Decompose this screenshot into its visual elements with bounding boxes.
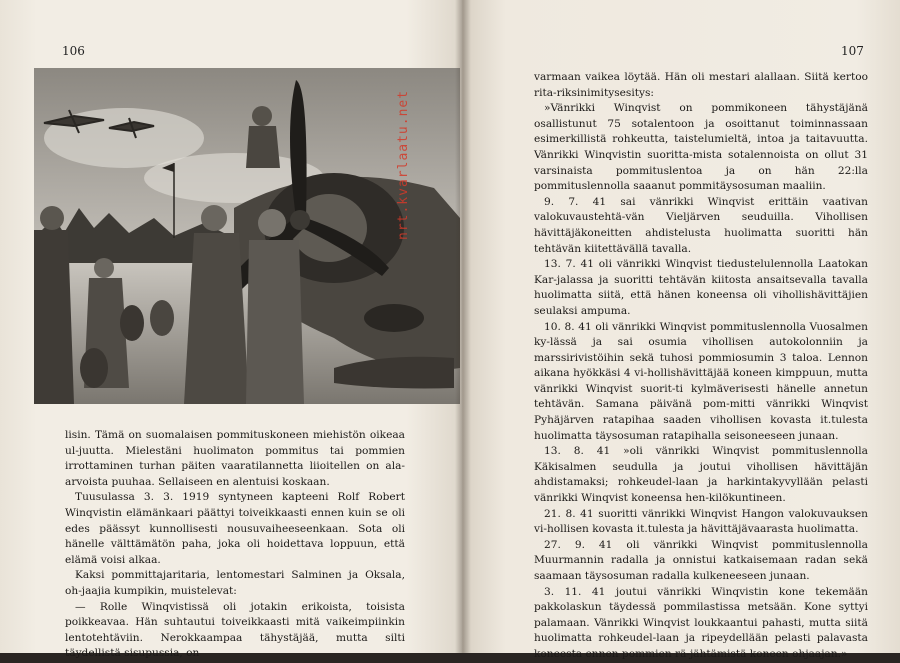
paragraph: »Vänrikki Winqvist on pommikoneen tähystäjänä osallistunut 75 sotalentoon ja osoittanut toiminnassaan esimerkillistä rohkeutta, taistelumieltä, intoa ja taitavuutta. Vänrikki Winqvistin suoritta-mista sotalennoista on ollut 31 varsinaista pommituslentoa ja on hän 22:lla pommituslennolla saaanut pommitäysosuman maaliin. xyxy=(534,102,868,193)
right-page-text xyxy=(534,70,868,663)
paragraph: — Rolle Winqvistissä oli jotakin erikoista, toisista poikkeavaa. Hän suhtautui toiveikkaasti mitä vaikeimpiinkin lentotehtäviin. Nerokkaampaa tähystäjää, mutta silti täydellistä sisupussia, on xyxy=(65,600,405,660)
page-number-right: 107 xyxy=(841,44,864,58)
paragraph: lisin. Tämä on suomalaisen pommituskoneen miehistön oikeaa ul-juutta. Mielestäni huolimaton pommitus tai pommien irrottaminen turhan päiten vaaratilannetta liioitellen on ala-arvoista puuhaa. Sellaiseen en alentuisi koskaan. xyxy=(65,429,405,488)
paragraph: 13. 8. 41 »oli vänrikki Winqvist pommituslennolla Käkisalmen seudulla ja joutui vihollisen hävittäjän ahdistamaksi; rohkeudel-laan ja harkintakyvyllään pelasti vänrikki Winqvist koneensa hen-kilökuntineen. xyxy=(534,445,868,505)
paragraph: 3. 11. 41 joutui vänrikki Winqvistin kone tekemään pakkolaskun täydessä pommilastissa metsään. Kone syttyi palamaan. Vänrikki Winqvist loukkaantui pahasti, mutta siitä huolimatta rohkeudel-laan ja ripeydellään pelasti palavasta koneesta ennen pommien rä-jähtämistä koneen ohjaajan.» xyxy=(534,585,868,660)
left-page-text xyxy=(65,428,405,662)
book-gutter xyxy=(455,0,471,653)
watermark-text: nrt.kvarlaatu.net xyxy=(396,89,411,240)
paragraph: 13. 7. 41 oli vänrikki Winqvist tiedustelulennolla Laatokan Kar-jalassa ja suoritti tehtävän kiitosta ansaitsevalla tavalla huolimatta siitä, että hänen koneensa oli vihollishävittäjien seulaksi ampuma. xyxy=(534,258,868,317)
paragraph: varmaan vaikea löytää. Hän oli mestari alallaan. Siitä kertoo rita-riksinimitysesitys: xyxy=(534,71,868,99)
paragraph: 9. 7. 41 sai vänrikki Winqvist erittäin vaativan valokuvaustehtä-vän Vieljärven seuduilla. Vihollisen hävittäjäkoneitten ahdistelusta huolimatta suoritti hän tehtävän kiitettävällä tavalla. xyxy=(534,195,868,255)
paragraph: 10. 8. 41 oli vänrikki Winqvist pommituslennolla Vuosalmen ky-lässä ja sai osumia vihollisen autokolonniin ja marssirivistöihin sekä tuhosi pommiosumin 3 taloa. Lennon aikana hyökkäsi 4 vi-hollishävittäjää koneen kimppuun, mutta vänrikki Winqvist suorit-ti kylmäverisesti hänelle annetun tehtävän. Samana päivänä pom-mitti vänrikki Winqvist Pyhäjärven ratapihaa saaden vihollisen kovasta it.tulesta huolimatta täysosuman ratapihalla seisoneeseen junaan. xyxy=(534,320,868,442)
page-number-left: 106 xyxy=(62,44,85,58)
paragraph: Tuusulassa 3. 3. 1919 syntyneen kapteeni Rolf Robert Winqvistin elämänkaari päättyi toiveikkaasti ennen kuin se oli edes päässyt kunnollisesti nousuvaiheeseenkaan. Sota oli hänelle välttämätön paha, joka oli hoidettava loppuun, että elämä voisi alkaa. xyxy=(65,491,405,566)
paragraph: 27. 9. 41 oli vänrikki Winqvist pommituslennolla Muurmannin radalla ja onnistui katkaisemaan radan sekä saamaan täysosuman radalla kulkeneeseen junaan. xyxy=(534,538,868,582)
paragraph: Kaksi pommittajaritaria, lentomestari Salminen ja Oksala, oh-jaajia kumpikin, muistelevat: xyxy=(65,569,405,597)
paragraph: 21. 8. 41 suoritti vänrikki Winqvist Hangon valokuvauksen vi-hollisen kovasta it.tulesta ja hävittäjävaarasta huolimatta. xyxy=(534,507,868,536)
right-page xyxy=(462,0,900,660)
